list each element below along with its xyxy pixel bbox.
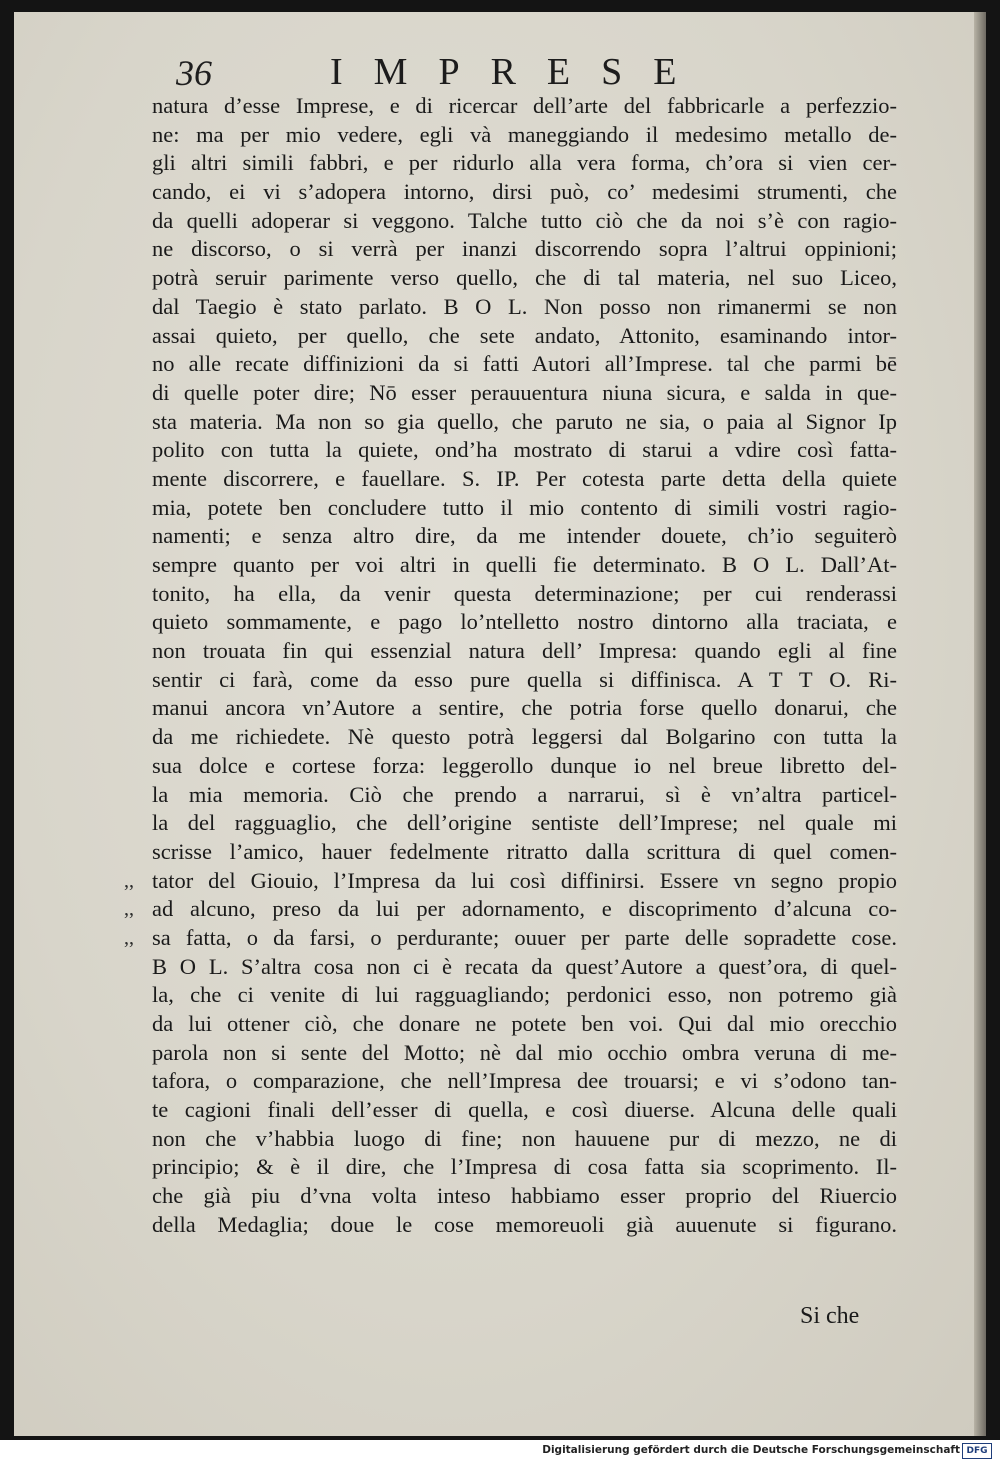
text-line (152, 522, 897, 551)
text-line-content: te cagioni finali dell’esser di quella, e così diuerse. Alcuna delle quali (152, 1097, 897, 1123)
page-number: 36 (176, 53, 212, 93)
text-line-content: da me richiedete. Nè questo potrà leggersi dal Bolgarino con tutta la (152, 724, 897, 750)
text-line-content: tator del Giouio, l’Impresa da lui così diffinirsi. Essere vn segno propio (152, 867, 897, 893)
text-line-content: manui ancora vn’Autore a sentire, che potria forse quello donarui, che (152, 695, 897, 721)
quotation-marker: ,, (124, 869, 134, 892)
quotation-marker: ,, (124, 926, 134, 949)
running-title: IMPRESE (330, 51, 708, 93)
text-line-content: la mia memoria. Ciò che prendo a narrarui, sì è vn’altra particel- (152, 781, 897, 807)
text-line (152, 350, 897, 379)
text-line (152, 1067, 897, 1096)
text-line (152, 149, 897, 178)
text-line-content: che già piu d’vna volta inteso habbiamo esser proprio del Riuercio (152, 1183, 897, 1209)
text-line (152, 752, 897, 781)
text-line (152, 235, 897, 264)
text-line (152, 178, 897, 207)
text-line-content: della Medaglia; doue le cose memoreuoli già auuenute si figurano. (152, 1211, 897, 1237)
page-header (0, 50, 1000, 93)
text-line-content: polito con tutta la quiete, ond’ha mostrato di starui a vdire così fatta- (152, 437, 897, 463)
text-line-content: non che v’habbia luogo di fine; non hauuene pur di mezzo, ne di (152, 1125, 897, 1151)
text-line-content: cando, ei vi s’adopera intorno, dirsi può, co’ medesimi strumenti, che (152, 179, 897, 205)
text-line-content: B O L. S’altra cosa non ci è recata da quest’Autore a quest’ora, di quel- (152, 953, 897, 979)
text-line (152, 121, 897, 150)
text-line (152, 953, 897, 982)
text-line-content: sa fatta, o da farsi, o perdurante; ouuer per parte delle sopradette cose. (152, 924, 897, 950)
text-line-content: mente discorrere, e fauellare. S. IP. Per cotesta parte detta della quiete (152, 465, 897, 491)
text-line (152, 1010, 897, 1039)
text-line-content: tafora, o comparazione, che nell’Impresa dee trouarsi; e vi s’odono tan- (152, 1068, 897, 1094)
text-line (152, 408, 897, 437)
text-line (152, 981, 897, 1010)
text-line (152, 1096, 897, 1125)
text-line (124, 867, 897, 896)
text-line-content: mia, potete ben concludere tutto il mio contento di simili vostri ragio- (152, 494, 897, 520)
text-line-content: di quelle poter dire; Nō esser perauuentura niuna sicura, e salda in que- (152, 379, 897, 405)
text-line-content: tonito, ha ella, da venir questa determinazione; per cui renderassi (152, 580, 897, 606)
text-line-content: natura d’esse Imprese, e di ricercar dell’arte del fabbricarle a perfezzio- (152, 93, 897, 118)
text-line-content: assai quieto, per quello, che sete andato, Attonito, esaminando intor- (152, 322, 897, 348)
text-line (152, 1125, 897, 1154)
text-line (124, 895, 897, 924)
text-line-content: quieto sommamente, e pago lo’ntelletto nostro dintorno alla traciata, e (152, 609, 897, 635)
text-line (152, 781, 897, 810)
text-line-content: sempre quanto per voi altri in quelli fie determinato. B O L. Dall’At- (152, 552, 897, 577)
text-line (152, 293, 897, 322)
text-line-content: la, che ci venite di lui ragguagliando; perdonici esso, non potremo già (152, 982, 897, 1008)
body-text (0, 92, 1000, 1240)
text-line-content: non trouata fin qui essenzial natura dell’ Impresa: quando egli al fine (152, 638, 897, 664)
text-line (152, 551, 897, 580)
text-line (152, 322, 897, 351)
text-line-content: dal Taegio è stato parlato. B O L. Non posso non rimanermi se non (152, 293, 897, 319)
text-line (152, 838, 897, 867)
catchword: Si che (800, 1303, 860, 1329)
text-line-content: ad alcuno, preso da lui per adornamento, e discoprimento d’alcuna co- (152, 896, 897, 922)
text-line (152, 92, 897, 121)
text-line (152, 637, 897, 666)
text-line (152, 1182, 897, 1211)
text-line-content: principio; & è il dire, che l’Impresa di cosa fatta sia scoprimento. Il- (152, 1154, 897, 1180)
text-line (152, 666, 897, 695)
text-line (152, 1153, 897, 1182)
text-line (152, 379, 897, 408)
text-line (152, 264, 897, 293)
text-line-content: sua dolce e cortese forza: leggerollo dunque io nel breue libretto del- (152, 752, 897, 778)
text-line-content: no alle recate diffinizioni da si fatti Autori all’Imprese. tal che parmi bē (152, 351, 897, 377)
funding-credit: Digitalisierung gefördert durch die Deutsche Forschungsgemeinschaft (542, 1444, 960, 1456)
text-line (152, 436, 897, 465)
text-line (152, 694, 897, 723)
text-line-content: da lui ottener ciò, che donare ne potete ben voi. Qui dal mio orecchio (152, 1011, 897, 1036)
text-line-content: da quelli adoperar si veggono. Talche tutto ciò che da noi s’è con ragio- (152, 207, 897, 233)
text-line (152, 494, 897, 523)
text-line (152, 1211, 897, 1240)
text-line (152, 809, 897, 838)
text-line (152, 465, 897, 494)
text-line (124, 924, 897, 953)
text-line (152, 723, 897, 752)
text-line-content: parola non si sente del Motto; nè dal mio occhio ombra veruna di me- (152, 1039, 897, 1065)
text-line-content: namenti; e senza altro dire, da me intender douete, ch’io seguiterò (152, 523, 897, 549)
text-line (152, 580, 897, 609)
text-line (152, 207, 897, 236)
quotation-marker: ,, (124, 898, 134, 921)
text-line-content: scrisse l’amico, hauer fedelmente ritratto dalla scrittura di quel comen- (152, 838, 897, 864)
text-line-content: gli altri simili fabbri, e per ridurlo alla vera forma, ch’ora si vien cer- (152, 150, 897, 176)
text-line-content: sentir ci farà, come da esso pure quella si diffinisca. A T T O. Ri- (152, 666, 897, 692)
text-line (152, 608, 897, 637)
text-line-content: ne: ma per mio vedere, egli và maneggiando il medesimo metallo de- (152, 121, 897, 147)
text-line-content: sta materia. Ma non so gia quello, che paruto ne sia, o paia al Signor Ip (152, 408, 897, 434)
text-line (152, 1039, 897, 1068)
text-line-content: ne discorso, o si verrà per inanzi discorrendo sopra l’altrui oppinioni; (152, 236, 897, 262)
digitization-footer (0, 1440, 1000, 1462)
text-line-content: potrà seruir parimente verso quello, che di tal materia, nel suo Liceo, (152, 265, 897, 291)
dfg-logo: DFG (962, 1443, 992, 1459)
text-line-content: la del ragguaglio, che dell’origine sentiste dell’Imprese; nel quale mi (152, 810, 897, 836)
